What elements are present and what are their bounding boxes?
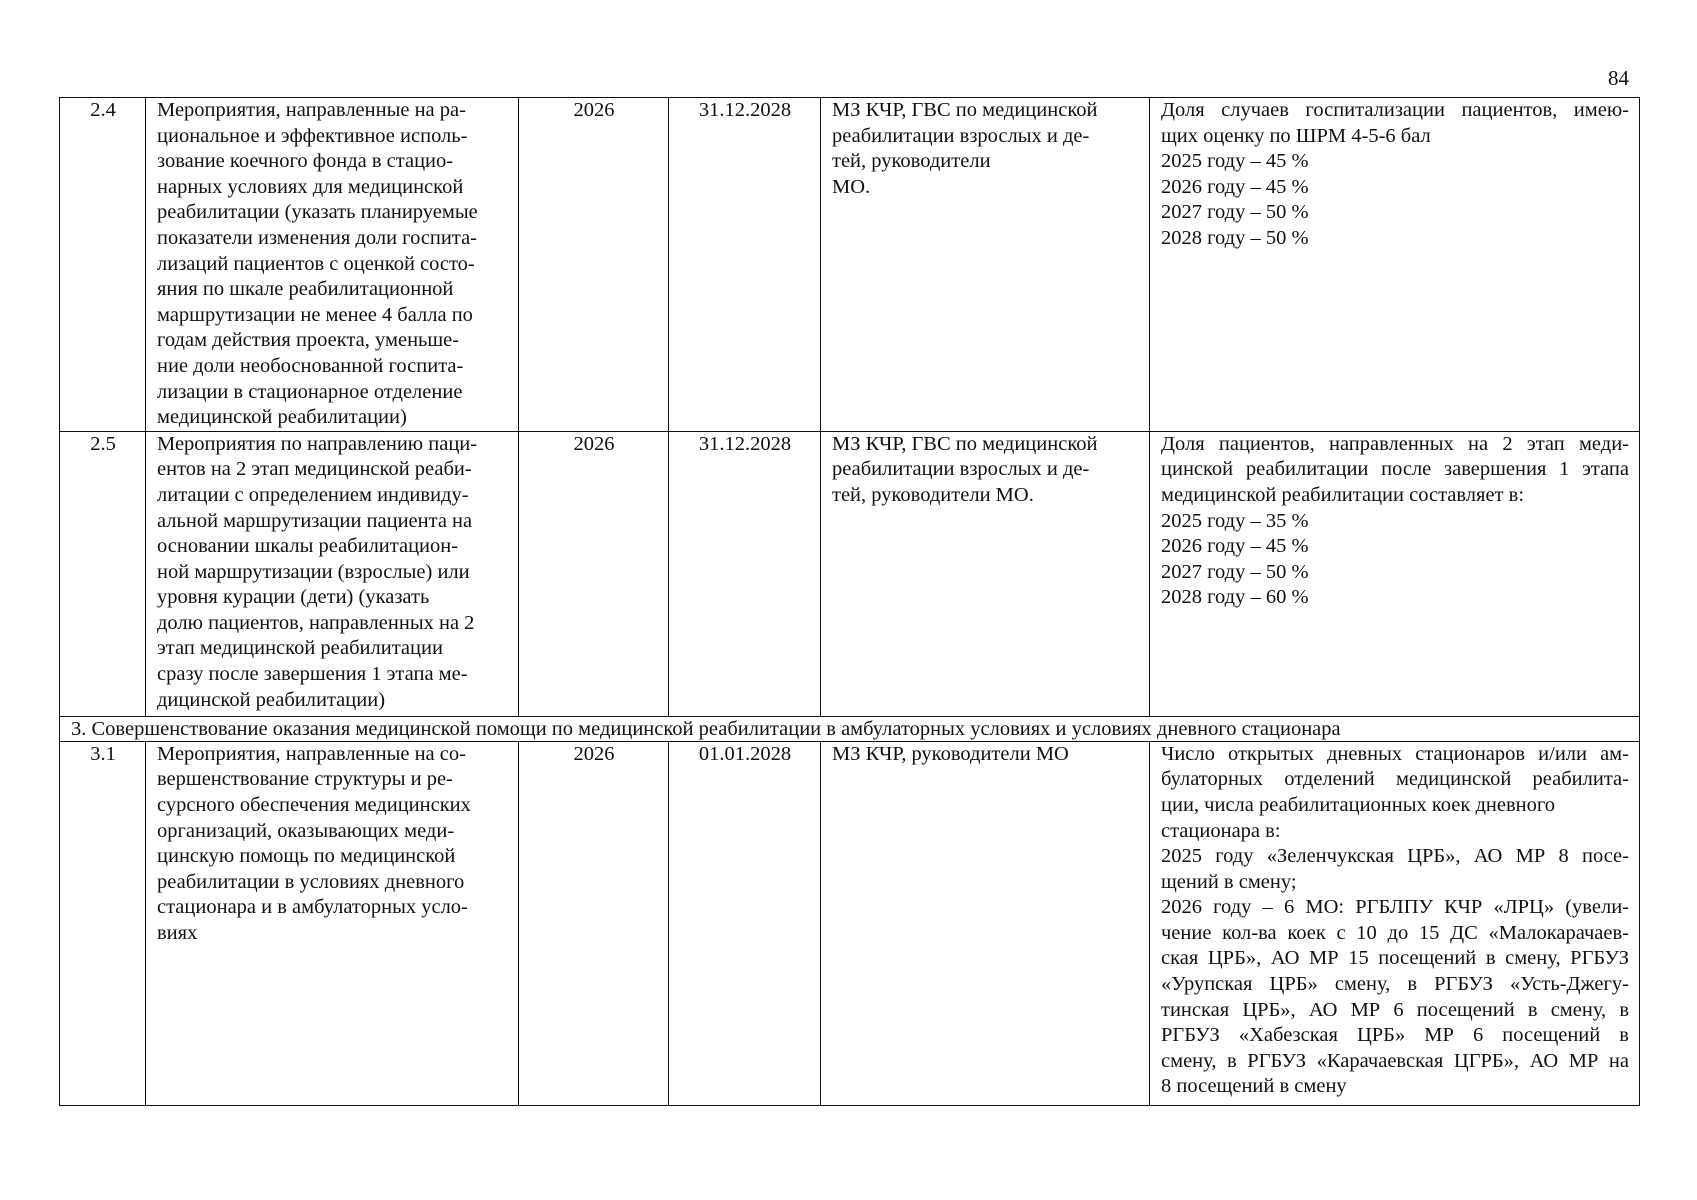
result-line: Число открытых дневных стационаров и/или ам- bbox=[1161, 742, 1629, 765]
result-line: 2026 году – 45 % bbox=[1161, 535, 1309, 558]
row-number: 2.4 bbox=[60, 98, 146, 432]
event-line: основании шкалы реабилитацион- bbox=[157, 535, 459, 558]
event-line: уровня курации (дети) (указать bbox=[157, 586, 430, 609]
result-line: 2025 году – 45 % bbox=[1161, 150, 1309, 173]
table-row bbox=[60, 431, 1640, 716]
result-line: Доля случаев госпитализации пациентов, имею- bbox=[1161, 99, 1629, 121]
event-cell bbox=[146, 431, 519, 716]
responsible-line: тей, руководители bbox=[832, 150, 991, 173]
event-line: виях bbox=[157, 921, 198, 944]
event-line: медицинской реабилитации) bbox=[157, 406, 407, 429]
result-line: стационара в: bbox=[1161, 819, 1281, 842]
table-row bbox=[60, 741, 1640, 1105]
event-line: этап медицинской реабилитации bbox=[157, 637, 443, 660]
end-date: 01.01.2028 bbox=[669, 741, 821, 1105]
result-cell bbox=[1150, 431, 1640, 716]
event-line: цинскую помощь по медицинской bbox=[157, 845, 456, 868]
section-title: 3. Совершенствование оказания медицинской помощи по медицинской реабилитации в амбулаторных условиях и условиях дневного стационара bbox=[60, 716, 1640, 741]
result-line: цинской реабилитации после завершения 1 этапа bbox=[1161, 458, 1629, 481]
row-number: 3.1 bbox=[60, 741, 146, 1105]
responsible-line: реабилитации взрослых и де- bbox=[832, 458, 1090, 481]
responsible-line: МО. bbox=[832, 175, 871, 198]
result-line: РГБУЗ «Хабезская ЦРБ» МР 6 посещений в bbox=[1161, 1024, 1629, 1047]
responsible-line: МЗ КЧР, ГВС по медицинской bbox=[832, 99, 1098, 121]
event-line: ной маршрутизации (взрослые) или bbox=[157, 560, 470, 583]
event-line: лизаций пациентов с оценкой состо- bbox=[157, 252, 475, 275]
responsible-line: тей, руководители МО. bbox=[832, 483, 1034, 506]
result-line: булаторных отделений медицинской реабилита- bbox=[1161, 768, 1629, 791]
result-line: Доля пациентов, направленных на 2 этап меди- bbox=[1161, 432, 1629, 455]
event-cell bbox=[146, 98, 519, 432]
result-line: щений в смену; bbox=[1161, 870, 1297, 893]
result-line: 2025 году «Зеленчукская ЦРБ», АО МР 8 посе- bbox=[1161, 845, 1629, 868]
event-line: показатели изменения доли госпита- bbox=[157, 226, 478, 249]
result-cell bbox=[1150, 741, 1640, 1105]
responsible-cell bbox=[821, 431, 1150, 716]
event-cell bbox=[146, 741, 519, 1105]
event-line: лизации в стационарное отделение bbox=[157, 380, 463, 403]
event-line: реабилитации (указать планируемые bbox=[157, 201, 478, 224]
result-line: чение кол-ва коек с 10 до 15 ДС «Малокарачаев- bbox=[1161, 921, 1629, 944]
result-line: щих оценку по ШРМ 4-5-6 бал bbox=[1161, 124, 1431, 147]
result-line: 2025 году – 35 % bbox=[1161, 509, 1309, 532]
event-line: годам действия проекта, уменьше- bbox=[157, 329, 460, 352]
event-line: сурсного обеспечения медицинских bbox=[157, 793, 471, 816]
event-line: ние доли необоснованной госпита- bbox=[157, 354, 464, 377]
result-line: смену, в РГБУЗ «Карачаевская ЦГРБ», АО МР на bbox=[1161, 1049, 1629, 1072]
end-date: 31.12.2028 bbox=[669, 98, 821, 432]
result-line: 2028 году – 60 % bbox=[1161, 586, 1309, 609]
start-year: 2026 bbox=[519, 431, 669, 716]
event-line: организаций, оказывающих меди- bbox=[157, 819, 455, 842]
event-line: вершенствование структуры и ре- bbox=[157, 768, 453, 791]
responsible-line: реабилитации взрослых и де- bbox=[832, 124, 1090, 147]
event-line: ентов на 2 этап медицинской реаби- bbox=[157, 458, 472, 481]
event-line: дицинской реабилитации) bbox=[157, 688, 386, 711]
activities-table bbox=[59, 97, 1640, 1106]
result-line: 2027 году – 50 % bbox=[1161, 201, 1309, 224]
event-line: альной маршрутизации пациента на bbox=[157, 509, 473, 532]
result-line: 2027 году – 50 % bbox=[1161, 560, 1309, 583]
section-row bbox=[60, 716, 1640, 741]
result-line: тинская ЦРБ», АО МР 6 посещений в смену, в bbox=[1161, 998, 1629, 1021]
event-line: зование коечного фонда в стацио- bbox=[157, 150, 454, 173]
event-line: циональное и эффективное исполь- bbox=[157, 124, 468, 147]
event-line: яния по шкале реабилитационной bbox=[157, 278, 454, 301]
row-number: 2.5 bbox=[60, 431, 146, 716]
result-line: ская ЦРБ», АО МР 15 посещений в смену, РГБУЗ bbox=[1161, 947, 1629, 970]
event-line: реабилитации в условиях дневного bbox=[157, 870, 465, 893]
event-line: стационара и в амбулаторных усло- bbox=[157, 896, 468, 919]
responsible-line: МЗ КЧР, ГВС по медицинской bbox=[832, 432, 1098, 455]
responsible-line: МЗ КЧР, руководители МО bbox=[832, 742, 1069, 765]
responsible-cell bbox=[821, 98, 1150, 432]
result-cell bbox=[1150, 98, 1640, 432]
result-line: 2028 году – 50 % bbox=[1161, 226, 1309, 249]
start-year: 2026 bbox=[519, 98, 669, 432]
event-line: нарных условиях для медицинской bbox=[157, 175, 464, 198]
event-line: литации с определением индивиду- bbox=[157, 483, 469, 506]
event-line: сразу после завершения 1 этапа ме- bbox=[157, 663, 468, 686]
event-line: долю пациентов, направленных на 2 bbox=[157, 611, 475, 634]
table-row bbox=[60, 98, 1640, 432]
result-line: ции, числа реабилитационных коек дневного bbox=[1161, 793, 1556, 816]
responsible-cell bbox=[821, 741, 1150, 1105]
result-line: медицинской реабилитации составляет в: bbox=[1161, 483, 1525, 506]
event-line: Мероприятия, направленные на ра- bbox=[157, 99, 466, 121]
result-line: 2026 году – 45 % bbox=[1161, 175, 1309, 198]
result-line: 8 посещений в смену bbox=[1161, 1075, 1347, 1098]
event-line: маршрутизации не менее 4 балла по bbox=[157, 303, 473, 326]
end-date: 31.12.2028 bbox=[669, 431, 821, 716]
start-year: 2026 bbox=[519, 741, 669, 1105]
result-line: 2026 году – 6 МО: РГБЛПУ КЧР «ЛРЦ» (увели- bbox=[1161, 896, 1629, 919]
page-number: 84 bbox=[1608, 66, 1629, 90]
event-line: Мероприятия по направлению паци- bbox=[157, 432, 478, 455]
event-line: Мероприятия, направленные на со- bbox=[157, 742, 466, 765]
result-line: «Урупская ЦРБ» смену, в РГБУЗ «Усть-Джегу- bbox=[1161, 973, 1629, 996]
